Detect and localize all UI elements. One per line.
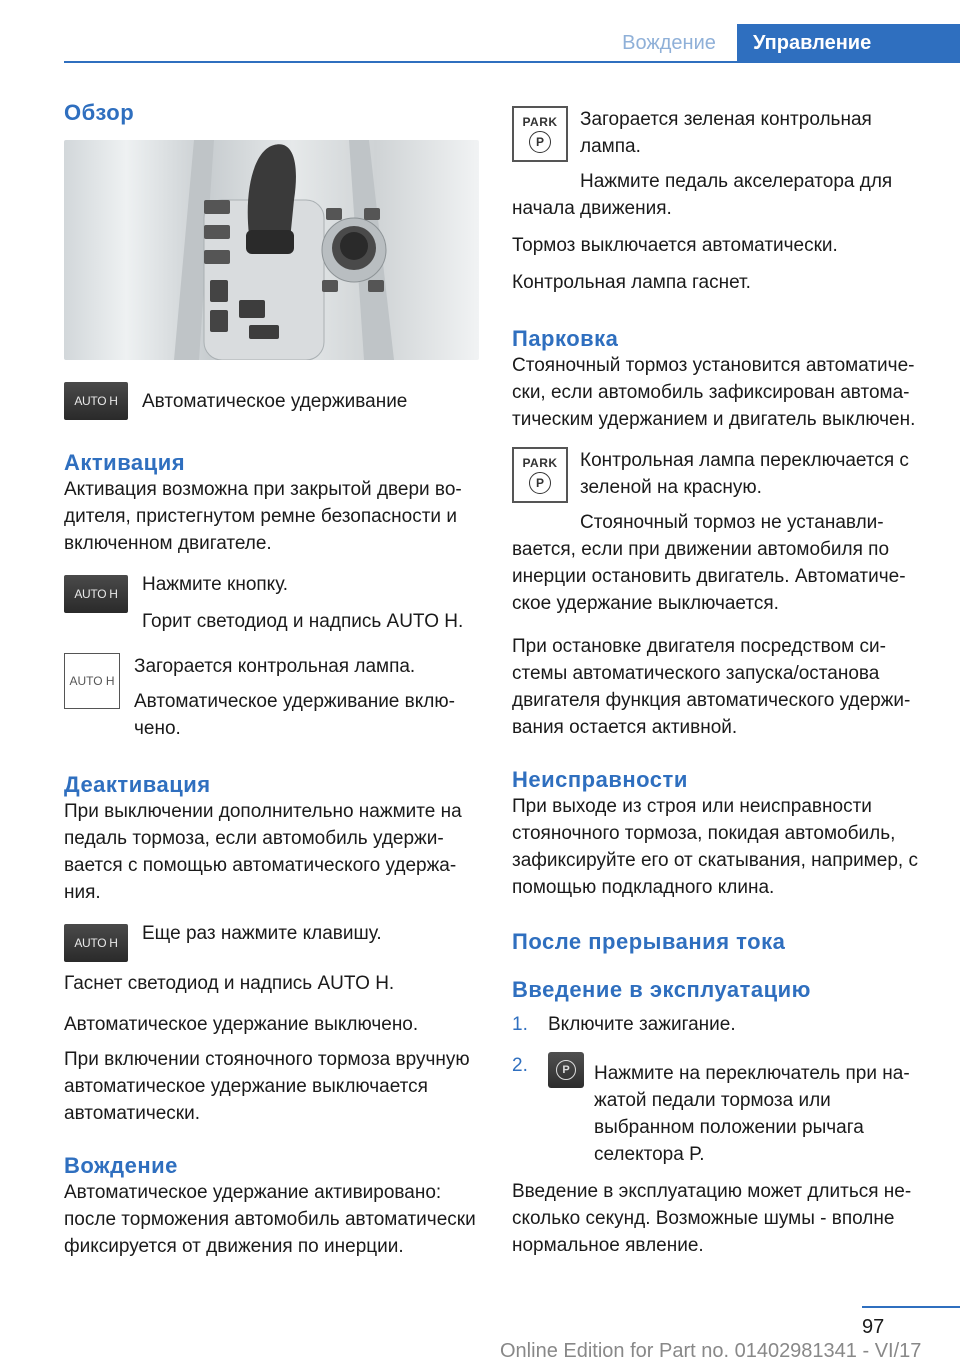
malfunction-text: При выходе из строя или неисправности стояночного тормоза, покидая автомобиль, зафиксируйте его от скатывания, например, с помощью подкладного клина. [512,796,918,898]
auto-hold-caption: Автоматическое удерживание [142,390,408,412]
header-rule [64,61,960,63]
auto-off-text: Автоматическое удержание выключено. [64,1014,419,1035]
heading-deactivation: Деактивация [64,772,211,797]
center-console-photo [64,140,479,360]
auto-h-indicator-icon: AUTO H [64,653,120,709]
tab-controls[interactable]: Управление [737,24,960,62]
press-again-text: Еще раз нажмите клавишу. [142,923,382,944]
auto-h-button-icon: AUTO H [64,575,128,613]
right-column [512,106,927,1259]
parking-brake-switch-icon: P [548,1052,584,1088]
green-lamp-text: Загорается зеленая контрольная лампа. [580,109,872,157]
heading-parking: Парковка [512,326,619,351]
brake-not-set-text: Стояночный тормоз не устанавливается, если при движении автомобиля по инерции остановить двигатель. Автоматическое удержание выключается. [512,512,906,614]
left-column [64,100,479,1260]
driving-text: Автоматическое удержание активировано: после торможения автомобиль автоматически фиксируется от движения по инерции. [64,1182,476,1257]
parking-text: Стояночный тормоз установится автоматически, если автомобиль зафиксирован автоматическим удержанием и двигатель выключен. [512,355,916,430]
lamp-switch-text: Контрольная лампа переключается с зеленой на красную. [580,450,909,498]
step-2-text: Нажмите на переключатель при нажатой педали тормоза или выбранном положении рычага селектора P. [594,1063,910,1165]
parking-brake-text: При включении стояночного тормоза вручную автоматическое удержание выключается автоматически. [64,1049,470,1124]
park-indicator-icon: PARK P [512,447,568,503]
heading-activation: Активация [64,450,186,475]
step-number: 2. [512,1055,528,1076]
heading-commissioning: Введение в эксплуатацию [512,977,811,1002]
led-on-text: Горит светодиод и надпись AUTO H. [142,611,464,632]
start-stop-text: При остановке двигателя посредством системы автоматического запуска/останова двигателя функция автоматического удерживания остается активной. [512,636,911,738]
deactivation-text: При выключении дополнительно нажмите на педаль тормоза, если автомобиль удерживается с помощью автоматического удержания. [64,801,462,903]
activation-text: Активация возможна при закрытой двери водителя, пристегнутом ремне безопасности и включенном двигателе. [64,479,462,554]
heading-overview: Обзор [64,100,135,125]
edition-footer: Online Edition for Part no. 01402981341 - VI/17 [500,1340,922,1362]
press-accelerator-text: Нажмите педаль акселератора для начала движения. [512,171,893,219]
page-number: 97 [862,1316,885,1338]
footer-rule [862,1306,960,1308]
heading-malfunction: Неисправности [512,767,688,792]
auto-h-button-icon: AUTO H [64,382,128,420]
park-indicator-icon: PARK P [512,106,568,162]
press-button-text: Нажмите кнопку. [142,574,289,595]
commissioning-text: Введение в эксплуатацию может длиться несколько секунд. Возможные шумы - вполне нормальное явление. [512,1181,912,1256]
auto-h-button-icon: AUTO H [64,924,128,962]
heading-driving: Вождение [64,1153,178,1178]
heading-power-interruption: После прерывания тока [512,929,786,954]
lamp-off-text: Контрольная лампа гаснет. [512,272,751,293]
lamp-on-text: Загорается контрольная лампа. [134,656,416,677]
console-illustration [64,140,479,360]
step-number: 1. [512,1014,528,1035]
led-off-text: Гаснет светодиод и надпись AUTO H. [64,973,395,994]
auto-on-text: Автоматическое удерживание включено. [134,691,455,739]
step-1-text: Включите зажигание. [548,1014,736,1035]
brake-release-text: Тормоз выключается автоматически. [512,235,838,256]
tab-driving[interactable]: Вождение [622,32,716,54]
